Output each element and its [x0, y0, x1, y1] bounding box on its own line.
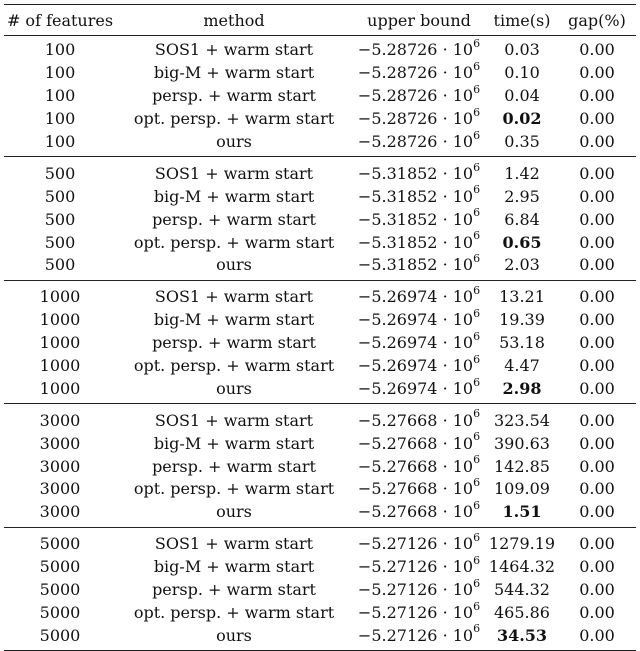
table-row: [4, 36, 636, 62]
features-cell: 500: [44, 209, 76, 229]
time-cell: 2.98: [502, 378, 542, 398]
method-cell: ours: [216, 378, 252, 398]
features-cell: 5000: [39, 580, 81, 600]
time-cell: 0.35: [504, 132, 540, 151]
method-cell: big-M + warm start: [153, 557, 315, 577]
gap-cell: 0.00: [579, 433, 615, 453]
table-row: [4, 332, 636, 355]
feature-group-500: [4, 157, 636, 280]
gap-cell: 0.00: [579, 580, 615, 600]
features-cell: 5000: [39, 557, 81, 577]
feature-group-5000: [4, 527, 636, 650]
header-gap: gap(%): [558, 5, 636, 36]
upper-bound-mantissa: −5.27126 · 10: [357, 602, 474, 622]
gap-cell: 0.00: [579, 310, 615, 330]
time-cell: 2.95: [504, 186, 540, 206]
method-cell: persp. + warm start: [152, 86, 316, 106]
table-row: [4, 157, 636, 185]
upper-bound-mantissa: −5.27668 · 10: [357, 410, 474, 430]
upper-bound-mantissa: −5.27126 · 10: [357, 625, 474, 645]
time-cell: 0.02: [502, 109, 542, 129]
upper-bound-cell: [352, 82, 486, 108]
features-cell: 1000: [39, 310, 81, 330]
gap-cell: 0.00: [558, 404, 636, 432]
upper-bound-exponent: 6: [473, 306, 481, 320]
upper-bound-mantissa: −5.31852 · 10: [357, 209, 474, 229]
upper-bound-exponent: 6: [473, 352, 481, 366]
table-row: [4, 501, 636, 527]
upper-bound-exponent: 6: [473, 430, 481, 444]
time-cell: 390.63: [494, 433, 550, 453]
time-cell: 1.42: [486, 157, 558, 185]
upper-bound-exponent: 6: [473, 576, 481, 590]
gap-cell: 0.00: [579, 132, 615, 151]
header-time: time(s): [486, 5, 558, 36]
table-row: [4, 254, 636, 280]
feature-group-3000: [4, 404, 636, 527]
upper-bound-mantissa: −5.26974 · 10: [357, 310, 474, 330]
method-cell: SOS1 + warm start: [116, 404, 352, 432]
upper-bound-mantissa: −5.28726 · 10: [357, 40, 474, 60]
upper-bound-mantissa: −5.31852 · 10: [357, 186, 474, 206]
upper-bound-mantissa: −5.27126 · 10: [357, 534, 474, 554]
method-cell: big-M + warm start: [153, 186, 315, 206]
table-header: [4, 5, 636, 36]
upper-bound-exponent: 6: [473, 82, 481, 96]
table-row: [4, 601, 636, 624]
time-cell: 6.84: [504, 209, 540, 229]
method-cell: big-M + warm start: [153, 63, 315, 83]
upper-bound-mantissa: −5.26974 · 10: [357, 287, 474, 307]
upper-bound-cell: [352, 501, 486, 527]
table-row: [4, 208, 636, 231]
upper-bound-exponent: 6: [473, 375, 481, 389]
features-cell: 1000: [39, 333, 81, 353]
method-cell: opt. persp. + warm start: [133, 479, 335, 499]
upper-bound-cell: [352, 527, 486, 555]
gap-cell: 0.00: [579, 356, 615, 376]
gap-cell: 0.00: [579, 63, 615, 83]
features-cell: 3000: [39, 502, 81, 522]
method-cell: opt. persp. + warm start: [133, 602, 335, 622]
method-cell: SOS1 + warm start: [116, 157, 352, 185]
upper-bound-cell: [352, 128, 486, 157]
features-cell: 5000: [4, 527, 116, 555]
table-row: [4, 556, 636, 579]
upper-bound-cell: [352, 352, 486, 378]
upper-bound-cell: [352, 553, 486, 579]
table-row: [4, 579, 636, 602]
method-cell: big-M + warm start: [153, 433, 315, 453]
features-cell: 100: [44, 63, 76, 83]
features-cell: 5000: [39, 602, 81, 622]
upper-bound-cell: [352, 105, 486, 131]
method-cell: persp. + warm start: [152, 580, 316, 600]
method-cell: SOS1 + warm start: [154, 40, 314, 60]
gap-cell: 0.00: [579, 502, 615, 522]
upper-bound-exponent: 6: [473, 252, 481, 266]
upper-bound-exponent: 6: [473, 599, 481, 613]
upper-bound-cell: [352, 306, 486, 332]
method-cell: persp. + warm start: [152, 456, 316, 476]
time-cell: 0.65: [502, 232, 542, 252]
table-row: [4, 131, 636, 157]
upper-bound-mantissa: −5.31852 · 10: [357, 163, 474, 183]
time-cell: 544.32: [494, 580, 550, 600]
gap-cell: 0.00: [579, 557, 615, 577]
table-row: [4, 404, 636, 432]
upper-bound-exponent: 6: [473, 407, 481, 421]
upper-bound-exponent: 6: [473, 229, 481, 243]
table-row: [4, 280, 636, 308]
time-cell: 19.39: [499, 310, 545, 330]
upper-bound-exponent: 6: [473, 553, 481, 567]
upper-bound-mantissa: −5.27668 · 10: [357, 479, 474, 499]
upper-bound-mantissa: −5.26974 · 10: [357, 333, 474, 353]
features-cell: 5000: [4, 624, 116, 650]
features-cell: 1000: [39, 356, 81, 376]
method-cell: persp. + warm start: [152, 209, 316, 229]
time-cell: 4.47: [504, 356, 540, 376]
results-table: [4, 4, 636, 651]
method-cell: ours: [216, 255, 252, 275]
method-cell: ours: [216, 132, 252, 151]
table-row: [4, 432, 636, 455]
features-cell: 500: [44, 255, 76, 275]
features-cell: 3000: [39, 479, 81, 499]
upper-bound-mantissa: −5.28726 · 10: [357, 132, 474, 151]
time-cell: 142.85: [494, 456, 550, 476]
upper-bound-cell: [352, 280, 486, 308]
upper-bound-cell: [352, 432, 486, 455]
upper-bound-cell: [352, 254, 486, 280]
gap-cell: 0.00: [579, 333, 615, 353]
upper-bound-mantissa: −5.27668 · 10: [357, 433, 474, 453]
features-cell: 3000: [39, 456, 81, 476]
table-row: [4, 527, 636, 555]
time-cell: 34.53: [486, 624, 558, 650]
features-cell: 1000: [39, 378, 81, 398]
method-cell: SOS1 + warm start: [116, 280, 352, 308]
upper-bound-cell: [352, 404, 486, 432]
upper-bound-cell: [352, 624, 486, 650]
method-cell: SOS1 + warm start: [116, 527, 352, 555]
upper-bound-mantissa: −5.26974 · 10: [357, 378, 474, 398]
upper-bound-cell: [352, 36, 486, 62]
upper-bound-cell: [352, 62, 486, 85]
upper-bound-cell: [352, 377, 486, 403]
feature-group-1000: [4, 280, 636, 403]
time-cell: 53.18: [499, 333, 545, 353]
time-cell: 323.54: [486, 404, 558, 432]
table-row: [4, 624, 636, 650]
table-row: [4, 108, 636, 131]
header-features: # of features: [4, 5, 116, 36]
time-cell: 465.86: [494, 602, 550, 622]
upper-bound-mantissa: −5.31852 · 10: [357, 232, 474, 252]
upper-bound-cell: [352, 329, 486, 355]
features-cell: 100: [44, 86, 76, 106]
upper-bound-cell: [352, 185, 486, 208]
upper-bound-mantissa: −5.27126 · 10: [357, 580, 474, 600]
method-cell: ours: [116, 624, 352, 650]
upper-bound-mantissa: −5.28726 · 10: [357, 109, 474, 129]
table-row: [4, 231, 636, 254]
upper-bound-exponent: 6: [473, 128, 481, 142]
gap-cell: 0.00: [579, 255, 615, 275]
upper-bound-exponent: 6: [473, 499, 481, 513]
features-cell: 500: [4, 157, 116, 185]
upper-bound-mantissa: −5.27668 · 10: [357, 456, 474, 476]
upper-bound-exponent: 6: [473, 37, 481, 51]
table-row: [4, 377, 636, 403]
upper-bound-cell: [352, 231, 486, 254]
gap-cell: 0.00: [579, 232, 615, 252]
gap-cell: 0.00: [579, 456, 615, 476]
time-cell: 1.51: [502, 502, 542, 522]
header-method: method: [116, 5, 352, 36]
gap-cell: 0.00: [558, 624, 636, 650]
upper-bound-mantissa: −5.31852 · 10: [357, 255, 474, 275]
gap-cell: 0.00: [558, 157, 636, 185]
upper-bound-cell: [352, 157, 486, 185]
upper-bound-cell: [352, 478, 486, 501]
upper-bound-exponent: 6: [473, 622, 481, 636]
gap-cell: 0.00: [579, 40, 615, 60]
upper-bound-exponent: 6: [473, 453, 481, 467]
upper-bound-exponent: 6: [473, 160, 481, 174]
upper-bound-mantissa: −5.28726 · 10: [357, 63, 474, 83]
table-row: [4, 85, 636, 108]
time-cell: 1279.19: [486, 527, 558, 555]
method-cell: ours: [216, 502, 252, 522]
upper-bound-mantissa: −5.28726 · 10: [357, 86, 474, 106]
upper-bound-mantissa: −5.27126 · 10: [357, 557, 474, 577]
time-cell: 0.03: [504, 40, 540, 60]
time-cell: 1464.32: [488, 557, 556, 577]
table-row: [4, 455, 636, 478]
upper-bound-cell: [352, 576, 486, 602]
gap-cell: 0.00: [579, 602, 615, 622]
time-cell: 2.03: [504, 255, 540, 275]
features-cell: 100: [44, 109, 76, 129]
features-cell: 1000: [4, 280, 116, 308]
gap-cell: 0.00: [579, 86, 615, 106]
upper-bound-mantissa: −5.26974 · 10: [357, 356, 474, 376]
table-row: [4, 185, 636, 208]
method-cell: persp. + warm start: [152, 333, 316, 353]
upper-bound-exponent: 6: [473, 60, 481, 73]
upper-bound-exponent: 6: [473, 530, 481, 544]
gap-cell: 0.00: [579, 209, 615, 229]
features-cell: 500: [44, 186, 76, 206]
feature-group-100: [4, 36, 636, 157]
upper-bound-mantissa: −5.27668 · 10: [357, 502, 474, 522]
features-cell: 3000: [39, 433, 81, 453]
method-cell: big-M + warm start: [153, 310, 315, 330]
features-cell: 500: [44, 232, 76, 252]
features-cell: 3000: [4, 404, 116, 432]
table-row: [4, 62, 636, 85]
gap-cell: 0.00: [579, 378, 615, 398]
features-cell: 100: [44, 132, 76, 151]
upper-bound-cell: [352, 208, 486, 231]
method-cell: opt. persp. + warm start: [133, 232, 335, 252]
upper-bound-exponent: 6: [473, 329, 481, 343]
upper-bound-exponent: 6: [473, 476, 481, 490]
header-row: [4, 5, 636, 36]
method-cell: opt. persp. + warm start: [133, 356, 335, 376]
upper-bound-cell: [352, 455, 486, 478]
upper-bound-exponent: 6: [473, 284, 481, 298]
upper-bound-exponent: 6: [473, 183, 481, 197]
upper-bound-cell: [352, 601, 486, 624]
gap-cell: 0.00: [558, 280, 636, 308]
gap-cell: 0.00: [579, 479, 615, 499]
time-cell: 0.04: [504, 86, 540, 106]
gap-cell: 0.00: [579, 186, 615, 206]
gap-cell: 0.00: [579, 109, 615, 129]
time-cell: 109.09: [494, 479, 550, 499]
header-upper-bound: upper bound: [352, 5, 486, 36]
upper-bound-exponent: 6: [473, 206, 481, 220]
features-cell: 100: [44, 40, 76, 60]
table-row: [4, 355, 636, 378]
table-row: [4, 478, 636, 501]
upper-bound-exponent: 6: [473, 105, 481, 119]
gap-cell: 0.00: [558, 527, 636, 555]
method-cell: opt. persp. + warm start: [133, 109, 335, 129]
time-cell: 0.10: [504, 63, 540, 83]
time-cell: 13.21: [486, 280, 558, 308]
table-row: [4, 309, 636, 332]
